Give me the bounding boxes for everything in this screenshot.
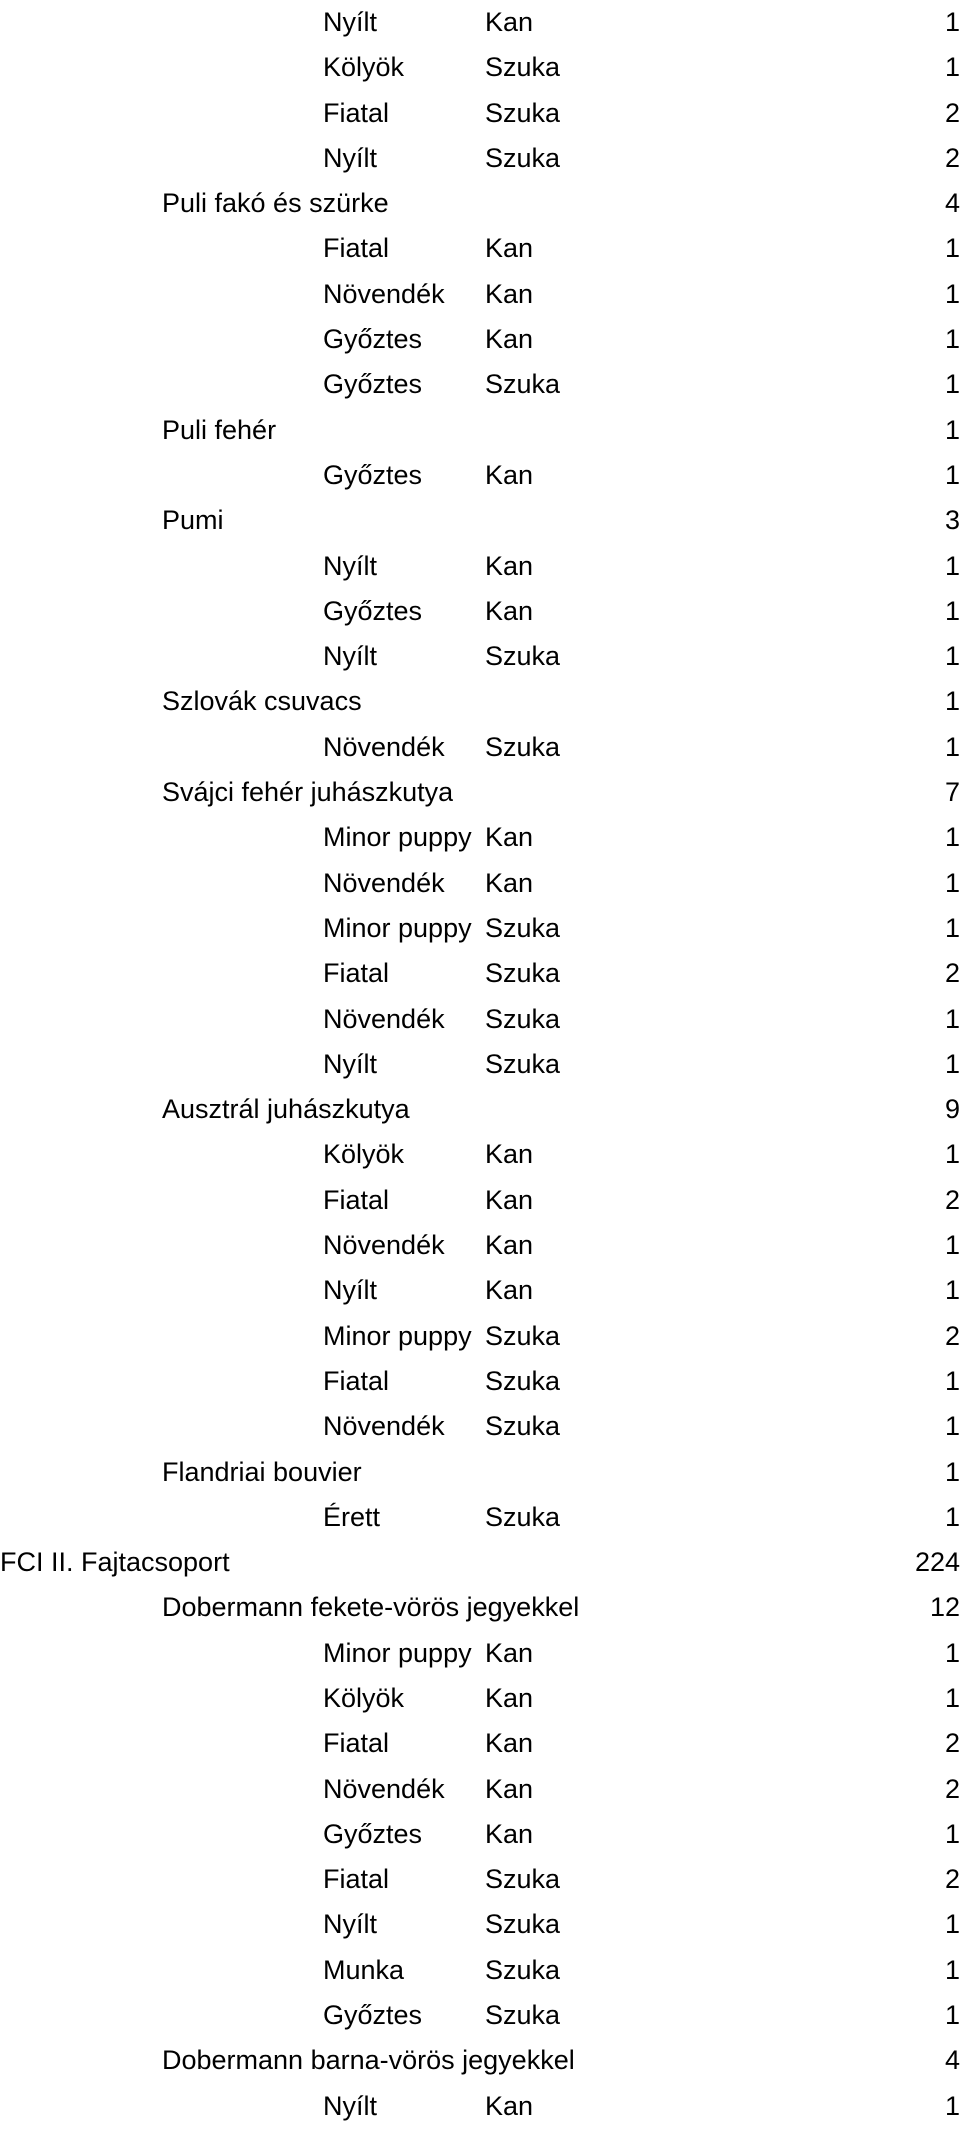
entry-count: 1 [944,2090,960,2121]
class-name: Nyílt [323,142,377,173]
entry-count: 1 [944,912,960,943]
class-name: Kölyök [323,52,405,83]
class-name: Minor puppy [323,1320,472,1351]
entry-count: 1 [944,641,960,672]
sex-label: Szuka [485,641,561,672]
sex-label: Szuka [485,1411,561,1442]
class-row [0,0,960,45]
class-name: Győztes [323,459,423,490]
sex-label: Szuka [485,1864,561,1895]
class-name: Győztes [323,2000,423,2031]
class-name: Nyílt [323,1909,377,1940]
class-name: Növendék [323,731,445,762]
class-row [0,725,960,770]
class-row [0,1042,960,1087]
sex-label: Kan [485,867,534,898]
entry-count: 224 [914,1547,960,1578]
sex-label: Kan [485,1773,534,1804]
entry-count: 1 [944,867,960,898]
breed-name: Dobermann fekete-vörös jegyekkel [162,1592,580,1623]
class-row [0,1993,960,2038]
class-name: Növendék [323,867,445,898]
sex-label: Kan [485,550,534,581]
entry-count: 1 [944,731,960,762]
class-name: Minor puppy [323,822,472,853]
sex-label: Kan [485,324,534,355]
sex-label: Kan [485,595,534,626]
class-row [0,226,960,271]
class-row [0,1767,960,1812]
entry-count: 1 [944,1275,960,1306]
entry-count: 1 [944,233,960,264]
breed-row [0,770,960,815]
breed-name: Puli fakó és szürke [162,188,389,219]
entry-count: 1 [944,1501,960,1532]
sex-label: Szuka [485,1003,561,1034]
class-name: Fiatal [323,97,390,128]
class-row [0,1676,960,1721]
sex-label: Szuka [485,2000,561,2031]
class-row [0,1359,960,1404]
class-row [0,1404,960,1449]
class-name: Minor puppy [323,1637,472,1668]
class-name: Növendék [323,278,445,309]
class-name: Kölyök [323,1139,405,1170]
sex-label: Szuka [485,912,561,943]
sex-label: Kan [485,1275,534,1306]
class-row [0,906,960,951]
entry-count: 2 [944,97,960,128]
group-row [0,1540,960,1585]
class-row [0,1857,960,1902]
class-row [0,634,960,679]
breed-name: Pumi [162,505,224,536]
sex-label: Kan [485,1818,534,1849]
entry-count: 2 [944,142,960,173]
breed-name: Puli fehér [162,414,277,445]
sex-label: Kan [485,1139,534,1170]
class-name: Győztes [323,324,423,355]
breed-row [0,498,960,543]
class-row [0,317,960,362]
class-name: Fiatal [323,1864,390,1895]
entry-count: 1 [944,1365,960,1396]
entry-count: 3 [944,505,960,536]
class-name: Növendék [323,1411,445,1442]
entry-count: 1 [944,1637,960,1668]
class-row [0,362,960,407]
sex-label: Kan [485,1728,534,1759]
class-row [0,589,960,634]
entry-count: 9 [944,1094,960,1125]
class-row [0,91,960,136]
breed-row [0,2038,960,2083]
breed-name: Ausztrál juhászkutya [162,1094,410,1125]
sex-label: Kan [485,459,534,490]
breed-name: Flandriai bouvier [162,1456,362,1487]
sex-label: Kan [485,822,534,853]
entry-count: 1 [944,822,960,853]
entry-count: 2 [944,1773,960,1804]
sex-label: Szuka [485,142,561,173]
class-name: Nyílt [323,550,377,581]
breed-row [0,1087,960,1132]
class-name: Győztes [323,369,423,400]
class-name: Érett [323,1501,381,1532]
sex-label: Kan [485,1184,534,1215]
sex-label: Kan [485,233,534,264]
class-row [0,45,960,90]
sex-label: Kan [485,1637,534,1668]
entry-count: 1 [944,1818,960,1849]
entry-count: 1 [944,1003,960,1034]
entry-count: 1 [944,595,960,626]
entry-count: 1 [944,1411,960,1442]
entry-count: 1 [944,459,960,490]
breed-row [0,1585,960,1630]
entry-count: 7 [944,777,960,808]
entry-count: 2 [944,1184,960,1215]
class-name: Fiatal [323,1184,390,1215]
class-row [0,1268,960,1313]
sex-label: Szuka [485,958,561,989]
class-name: Fiatal [323,958,390,989]
class-row [0,1314,960,1359]
entry-count: 2 [944,1728,960,1759]
sex-label: Szuka [485,52,561,83]
class-name: Nyílt [323,7,377,37]
class-row [0,544,960,589]
sex-label: Szuka [485,97,561,128]
breed-name: Szlovák csuvacs [162,686,362,717]
entry-count: 1 [944,1048,960,1079]
group-name: FCI II. Fajtacsoport [0,1547,230,1578]
breed-row [0,181,960,226]
sex-label: Szuka [485,1048,561,1079]
breed-row [0,408,960,453]
class-name: Növendék [323,1003,445,1034]
breed-row [0,679,960,724]
breed-name: Svájci fehér juhászkutya [162,777,454,808]
sex-label: Szuka [485,731,561,762]
entry-count: 1 [944,1909,960,1940]
sex-label: Kan [485,278,534,309]
entry-count: 1 [944,1230,960,1261]
class-row [0,1631,960,1676]
entry-count: 1 [944,52,960,83]
class-row [0,1721,960,1766]
sex-label: Kan [485,2090,534,2121]
breed-name: Dobermann barna-vörös jegyekkel [162,2045,575,2076]
entry-count: 1 [944,324,960,355]
class-row [0,1178,960,1223]
entry-count: 1 [944,1682,960,1713]
entry-count: 1 [944,550,960,581]
entry-count: 2 [944,1864,960,1895]
class-name: Győztes [323,595,423,626]
entry-count: 2 [944,1320,960,1351]
sex-label: Szuka [485,369,561,400]
sex-label: Kan [485,1682,534,1713]
class-row [0,2084,960,2129]
class-row [0,136,960,181]
entry-count: 1 [944,414,960,445]
class-name: Győztes [323,1818,423,1849]
entry-count: 12 [929,1592,960,1623]
class-name: Növendék [323,1230,445,1261]
class-name: Munka [323,1954,405,1985]
class-row [0,453,960,498]
entry-count: 2 [944,958,960,989]
entry-count: 1 [944,369,960,400]
class-row [0,951,960,996]
breed-row [0,1450,960,1495]
class-row [0,1132,960,1177]
sex-label: Szuka [485,1501,561,1532]
class-row [0,861,960,906]
class-name: Nyílt [323,641,377,672]
sex-label: Kan [485,1230,534,1261]
class-name: Minor puppy [323,912,472,943]
class-row [0,1902,960,1947]
class-name: Növendék [323,1773,445,1804]
class-row [0,1948,960,1993]
class-name: Nyílt [323,1048,377,1079]
class-name: Fiatal [323,1365,390,1396]
sex-label: Szuka [485,1954,561,1985]
class-row [0,272,960,317]
class-row [0,1812,960,1857]
entry-count: 1 [944,1139,960,1170]
entry-count: 1 [944,278,960,309]
class-row [0,1495,960,1540]
sex-label: Szuka [485,1365,561,1396]
class-name: Nyílt [323,2090,377,2121]
entry-count: 4 [944,188,960,219]
class-row [0,997,960,1042]
entry-count: 1 [944,1456,960,1487]
entry-count: 1 [944,7,960,37]
entry-count: 4 [944,2045,960,2076]
entry-count: 1 [944,1954,960,1985]
class-row [0,815,960,860]
sex-label: Kan [485,7,534,37]
entry-count: 1 [944,686,960,717]
class-name: Kölyök [323,1682,405,1713]
class-row [0,1223,960,1268]
entry-count: 1 [944,2000,960,2031]
sex-label: Szuka [485,1909,561,1940]
sex-label: Szuka [485,1320,561,1351]
class-name: Nyílt [323,1275,377,1306]
class-name: Fiatal [323,233,390,264]
class-name: Fiatal [323,1728,390,1759]
